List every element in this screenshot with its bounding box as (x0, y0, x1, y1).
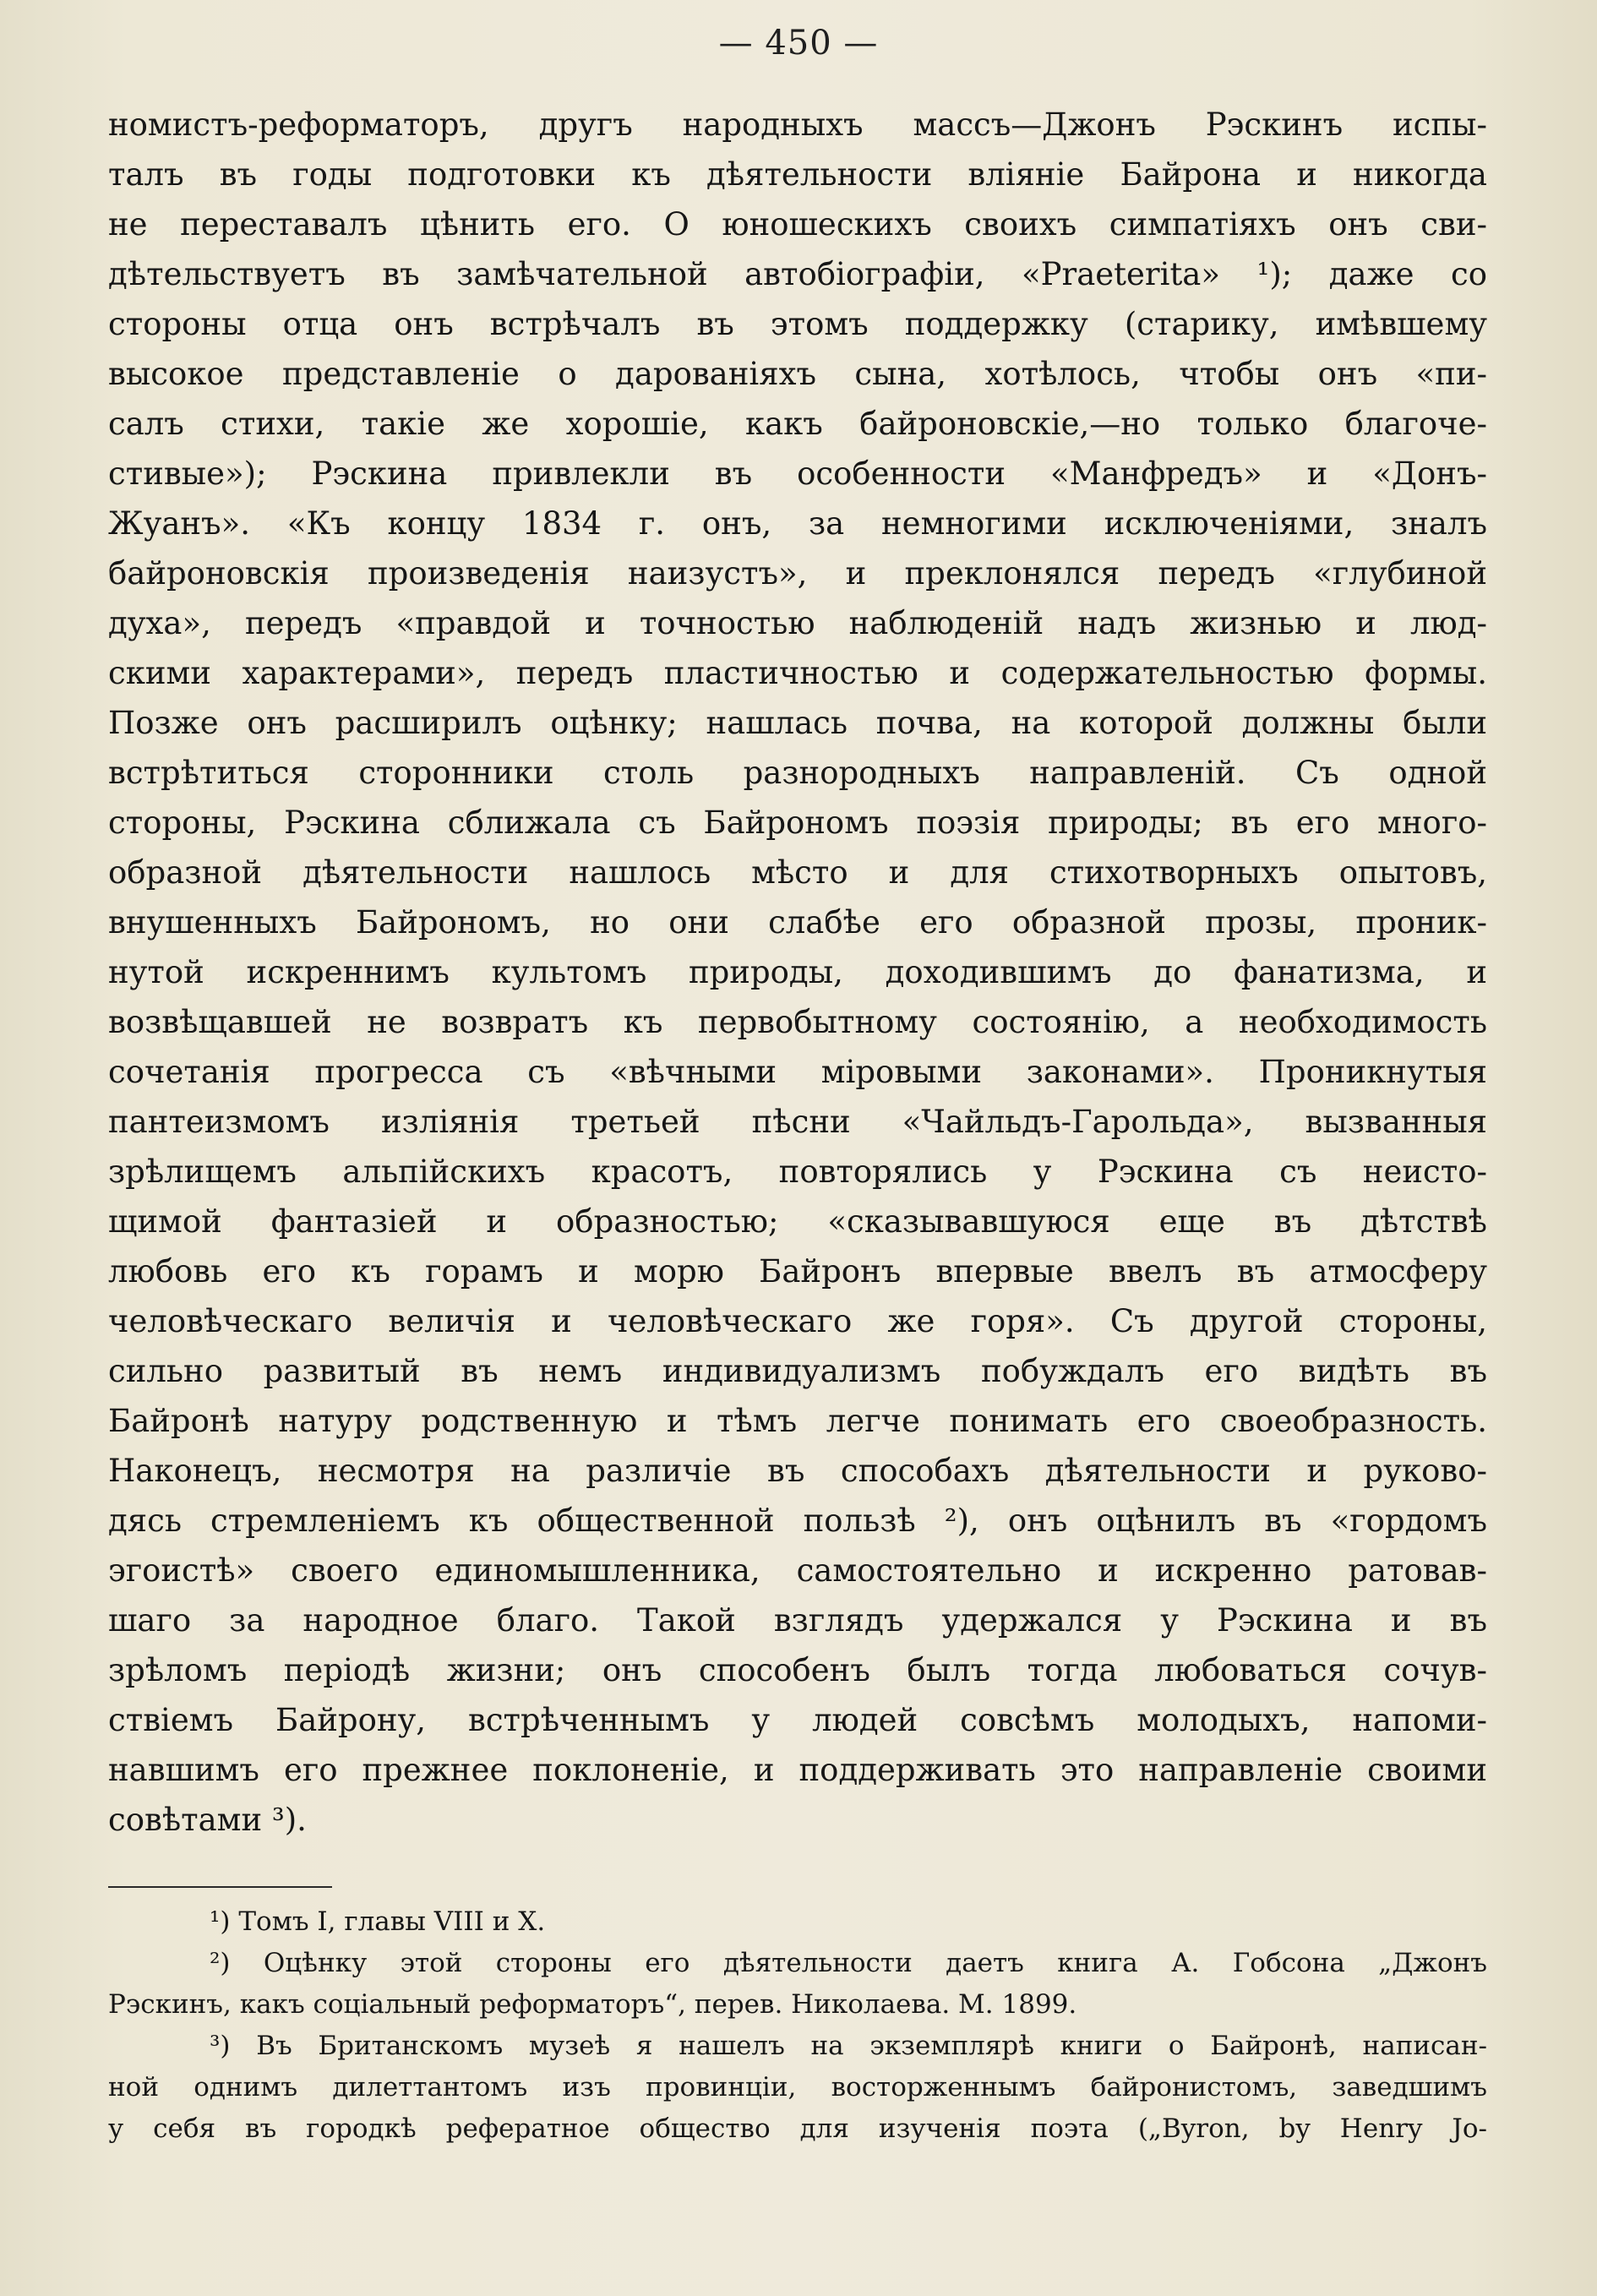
text-line: зрѣломъ перiодѣ жизни; онъ способенъ былъ тогда любоваться сочув- (108, 1652, 1487, 1688)
text-line: стороны отца онъ встрѣчалъ въ этомъ поддержку (старику, имѣвшему (108, 306, 1487, 342)
text-line: салъ стихи, такiе же хорошiе, какъ байроновскiе,—но только благоче- (108, 406, 1487, 442)
text-line: навшимъ его прежнее поклоненiе, и поддерживать это направленiе своими (108, 1752, 1487, 1788)
footnotes (108, 1901, 1487, 2150)
text-line: ствiемъ Байрону, встрѣченнымъ у людей совсѣмъ молодыхъ, напоми- (108, 1702, 1487, 1738)
footnote-3-cont: у себя въ городкѣ рефератное общество для изученiя поэта („Byron, by Henry Jo- (108, 2113, 1487, 2144)
text-line: внушенныхъ Байрономъ, но они слабѣе его образной прозы, проник- (108, 904, 1487, 941)
text-line: любовь его къ горамъ и морю Байронъ впервые ввелъ въ атмосферу (108, 1253, 1487, 1290)
text-line: щимой фантазiей и образностью; «сказывавшуюся еще въ дѣтствѣ (108, 1203, 1487, 1240)
text-line-last: совѣтами ³). (108, 1802, 307, 1838)
text-line: дясь стремленiемъ къ общественной пользѣ ²), онъ оцѣнилъ въ «гордомъ (108, 1502, 1487, 1539)
text-line: эгоистѣ» своего единомышленника, самостоятельно и искренно ратовав- (108, 1552, 1487, 1589)
text-line: пантеизмомъ излiянiя третьей пѣсни «Чайльдъ-Гарольда», вызванныя (108, 1104, 1487, 1140)
text-line: скими характерами», передъ пластичностью и содержательностью формы. (108, 655, 1487, 691)
text-line: человѣческаго величiя и человѣческаго же горя». Съ другой стороны, (108, 1303, 1487, 1339)
text-line: Жуанъ». «Къ концу 1834 г. онъ, за немногими исключенiями, зналъ (108, 505, 1487, 542)
text-line: стивые»); Рэскина привлекли въ особенности «Манфредъ» и «Донъ- (108, 455, 1487, 492)
text-line: талъ въ годы подготовки къ дѣятельности влiянiе Байрона и никогда (108, 156, 1487, 193)
text-line: духа», передъ «правдой и точностью наблюденiй надъ жизнью и люд- (108, 605, 1487, 641)
text-line: не переставалъ цѣнить его. О юношескихъ своихъ симпатiяхъ онъ сви- (108, 206, 1487, 243)
text-line: байроновскiя произведенiя наизустъ», и преклонялся передъ «глубиной (108, 555, 1487, 592)
page-number: — 450 — (718, 24, 879, 63)
text-line: стороны, Рэскина сближала съ Байрономъ поэзiя природы; въ его много- (108, 804, 1487, 841)
text-line: Наконецъ, несмотря на различiе въ способахъ дѣятельности и руково- (108, 1453, 1487, 1489)
text-line: дѣтельствуетъ въ замѣчательной автобiографiи, «Praeterita» ¹); даже со (108, 256, 1487, 292)
text-line: высокое представленiе о дарованiяхъ сына, хотѣлось, чтобы онъ «пи- (108, 356, 1487, 392)
text-line: Позже онъ расширилъ оцѣнку; нашлась почва, на которой должны были (108, 705, 1487, 741)
text-line: Байронѣ натуру родственную и тѣмъ легче понимать его своеобразность. (108, 1403, 1487, 1439)
text-line: возвѣщавшей не возвратъ къ первобытному состоянiю, а необходимость (108, 1004, 1487, 1040)
footnote-3: ³) Въ Британскомъ музеѣ я нашелъ на экземплярѣ книги о Байронѣ, написан- (210, 2031, 1487, 2061)
footnote-1: ¹) Томъ I, главы VIII и X. (210, 1906, 546, 1937)
text-line: шаго за народное благо. Такой взглядъ удержался у Рэскина и въ (108, 1602, 1487, 1639)
footnote-2: ²) Оцѣнку этой стороны его дѣятельности даетъ книга А. Гобсона „Джонъ (210, 1948, 1487, 1978)
text-line: нутой искреннимъ культомъ природы, доходившимъ до фанатизма, и (108, 954, 1487, 990)
text-line: сочетанiя прогресса съ «вѣчными мiровыми законами». Проникнутыя (108, 1054, 1487, 1090)
text-line: встрѣтиться сторонники столь разнородныхъ направленiй. Съ одной (108, 755, 1487, 791)
footnote-3-cont: ной однимъ дилеттантомъ изъ провинцiи, восторженнымъ байронистомъ, заведшимъ (108, 2072, 1487, 2102)
text-line: сильно развитый въ немъ индивидуализмъ побуждалъ его видѣть въ (108, 1353, 1487, 1389)
text-line: зрѣлищемъ альпiйскихъ красотъ, повторялись у Рэскина съ неисто- (108, 1153, 1487, 1190)
main-text (108, 100, 1487, 1845)
footnote-divider (108, 1886, 332, 1888)
text-line: образной дѣятельности нашлось мѣсто и для стихотворныхъ опытовъ, (108, 854, 1487, 891)
text-line: номистъ-реформаторъ, другъ народныхъ массъ—Джонъ Рэскинъ испы- (108, 106, 1487, 143)
footnote-2-cont: Рэскинъ, какъ соцiальный реформаторъ“, перев. Николаева. М. 1899. (108, 1989, 1077, 2020)
